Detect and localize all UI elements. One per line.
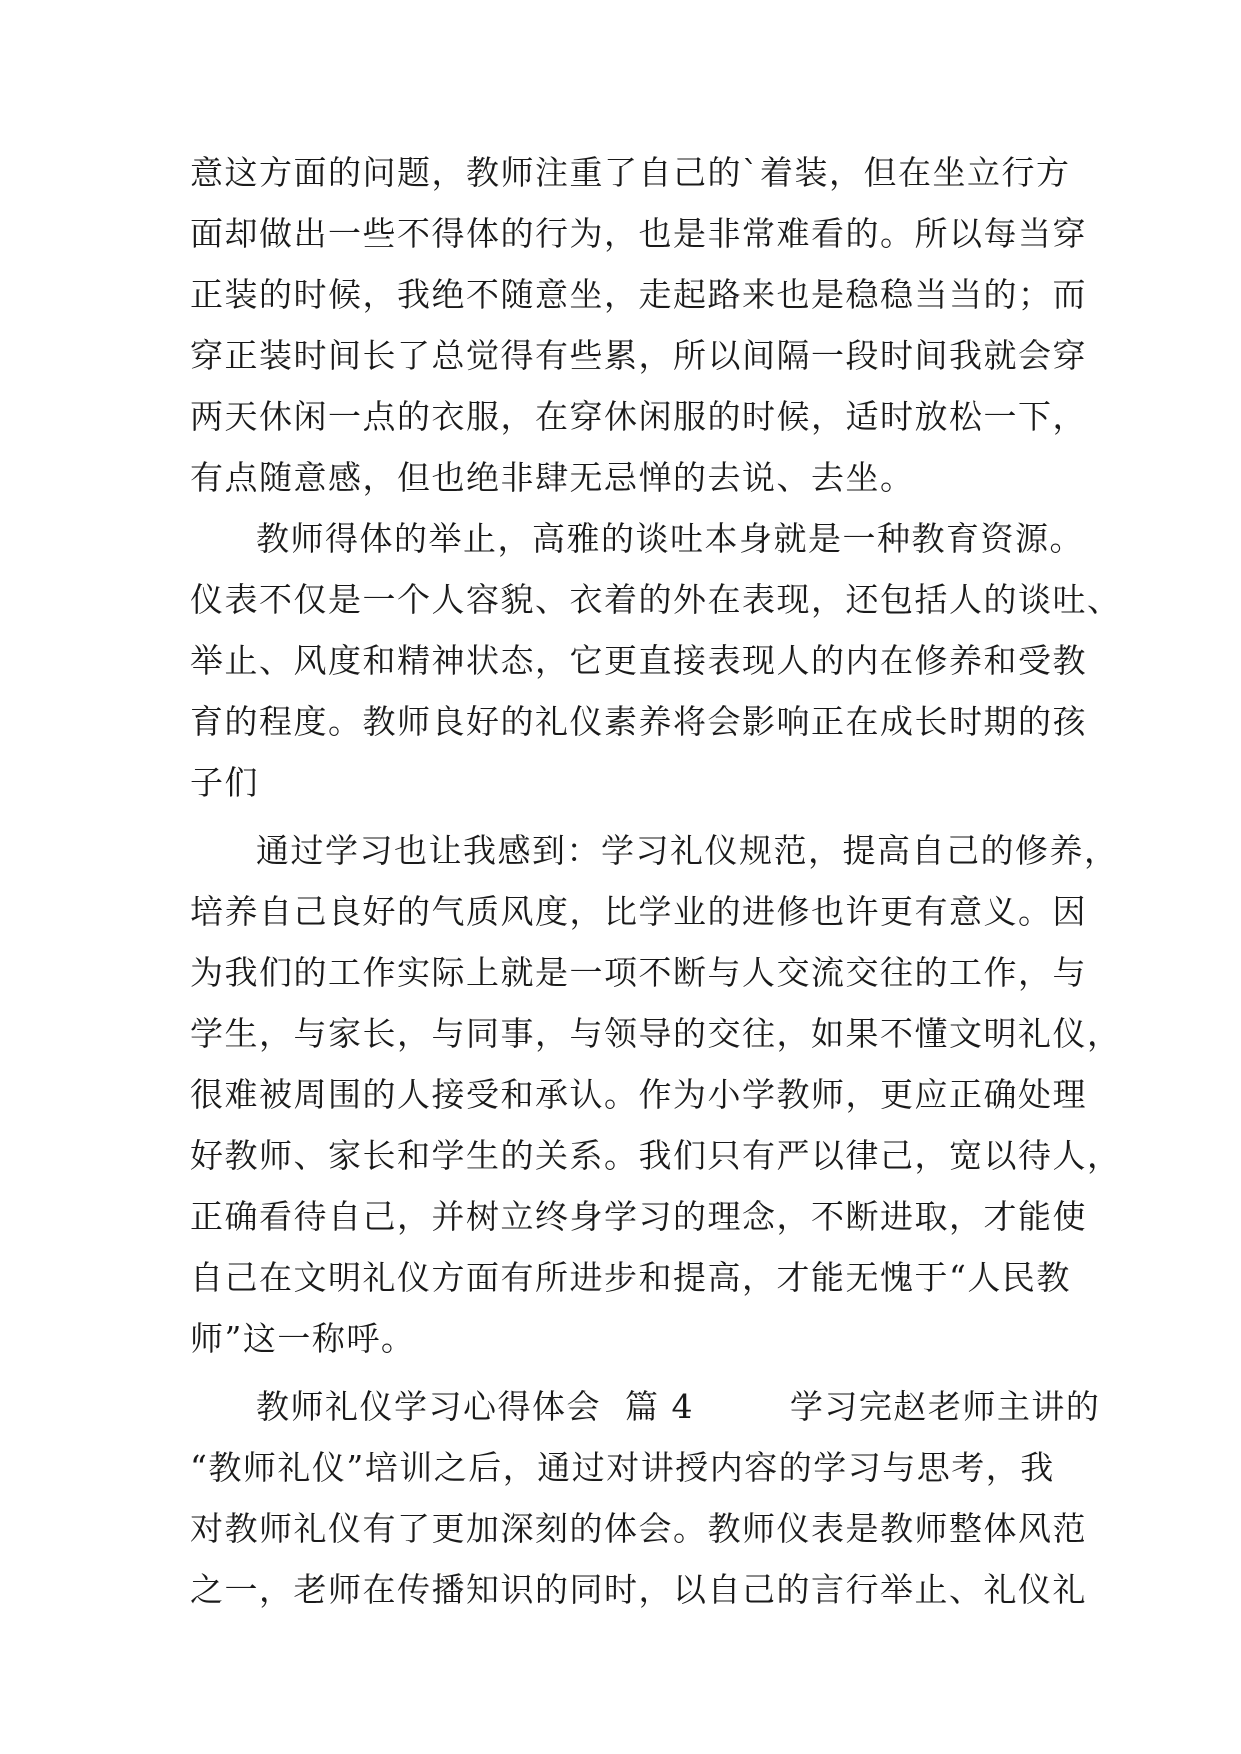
text-line: 培养自己良好的气质风度，比学业的进修也许更有意义。因 bbox=[190, 892, 1087, 931]
text-line: 育的程度。教师良好的礼仪素养将会影响正在成长时期的孩 bbox=[190, 702, 1087, 741]
text-line: 为我们的工作实际上就是一项不断与人交流交往的工作，与 bbox=[190, 953, 1087, 992]
text-line: 很难被周围的人接受和承认。作为小学教师，更应正确处理 bbox=[190, 1075, 1087, 1114]
text-line: “教师礼仪”培训之后，通过对讲授内容的学习与思考，我 bbox=[190, 1448, 1055, 1487]
text-line: 有点随意感，但也绝非肆无忌惮的去说、去坐。 bbox=[190, 458, 915, 497]
text-line: 自己在文明礼仪方面有所进步和提高，才能无愧于“人民教 bbox=[190, 1258, 1071, 1297]
text-line: 子们 bbox=[190, 763, 259, 802]
text-line: 好教师、家长和学生的关系。我们只有严以律己，宽以待人， bbox=[190, 1136, 1122, 1175]
text-line: 学生，与家长，与同事，与领导的交往，如果不懂文明礼仪， bbox=[190, 1014, 1122, 1053]
text-line: 仪表不仅是一个人容貌、衣着的外在表现，还包括人的谈吐、 bbox=[190, 580, 1122, 619]
text-line: 正装的时候，我绝不随意坐，走起路来也是稳稳当当的；而 bbox=[190, 275, 1087, 314]
text-line: 之一，老师在传播知识的同时，以自己的言行举止、礼仪礼 bbox=[190, 1570, 1087, 1609]
text-line: 面却做出一些不得体的行为，也是非常难看的。所以每当穿 bbox=[190, 214, 1087, 253]
text-line: 两天休闲一点的衣服，在穿休闲服的时候，适时放松一下， bbox=[190, 397, 1087, 436]
text-line: 意这方面的问题，教师注重了自己的`着装，但在坐立行方 bbox=[190, 153, 1071, 192]
text-line: 对教师礼仪有了更加深刻的体会。教师仪表是教师整体风范 bbox=[190, 1509, 1087, 1548]
section-heading-line: 教师礼仪学习心得体会 篇 4 学习完赵老师主讲的 bbox=[256, 1387, 1101, 1426]
text-line: 正确看待自己，并树立终身学习的理念，不断进取，才能使 bbox=[190, 1197, 1087, 1236]
paragraph-first-line: 通过学习也让我感到：学习礼仪规范，提高自己的修养， bbox=[256, 831, 1119, 870]
text-line: 师”这一称呼。 bbox=[190, 1319, 416, 1358]
text-line: 举止、风度和精神状态，它更直接表现人的内在修养和受教 bbox=[190, 641, 1087, 680]
paragraph-first-line: 教师得体的举止，高雅的谈吐本身就是一种教育资源。 bbox=[256, 519, 1084, 558]
text-line: 穿正装时间长了总觉得有些累，所以间隔一段时间我就会穿 bbox=[190, 336, 1087, 375]
